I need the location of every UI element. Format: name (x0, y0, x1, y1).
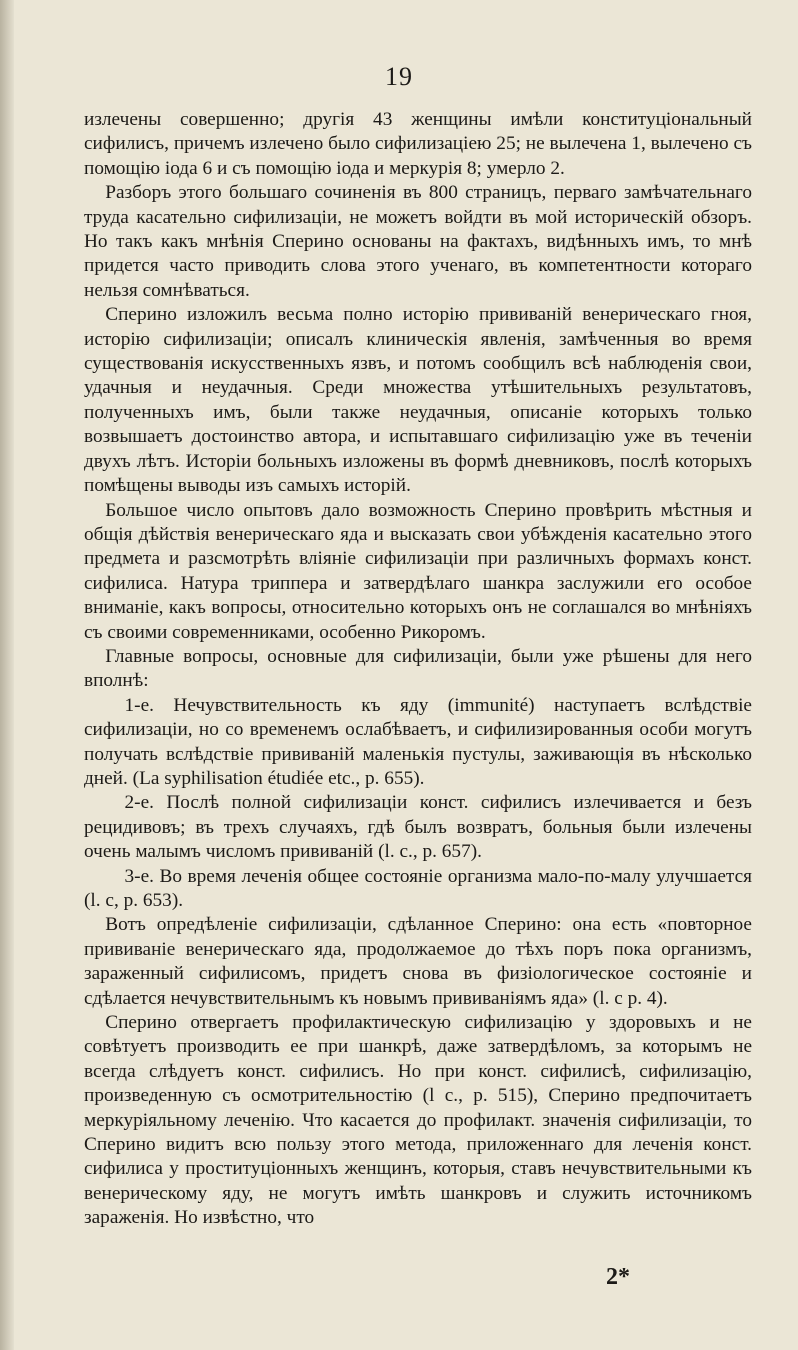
page-number: 19 (385, 62, 413, 91)
list-item: 3-е. Во время леченія общее состояніе организма мало-по-малу улучшается (l. c, p. 653). (84, 865, 752, 911)
paragraph: Вотъ опредѣленіе сифилизаціи, сдѣланное Сперино: она есть «повторное прививаніе венерическаго яда, продолжаемое до тѣхъ поръ пока организмъ, зараженный сифилисомъ, придетъ снова въ физіологическое состояніе и сдѣлается нечувствительнымъ къ новымъ прививаніямъ яда» (l. c p. 4). (84, 914, 752, 1009)
list-item: 2-е. Послѣ полной сифилизаціи конст. сифилисъ излечивается и безъ рецидивовъ; въ трехъ случаяхъ, гдѣ былъ возвратъ, больныя были излечены очень малымъ числомъ прививаній (l. c., p. 657). (84, 792, 752, 863)
paragraph: Сперино изложилъ весьма полно исторію прививаній венерическаго гноя, исторію сифилизаціи; описалъ клиническія явленія, замѣченныя во время существованія искусственныхъ язвъ, и потомъ сообщилъ всѣ наблюденія свои, удачныя и неудачныя. Среди множества утѣшительныхъ результатовъ, полученныхъ имъ, были также неудачныя, описаніе которыхъ только возвышаетъ достоинство автора, и испытавшаго сифилизацію уже въ теченіи двухъ лѣтъ. Исторіи больныхъ изложены въ формѣ дневниковъ, послѣ которыхъ помѣщены выводы изъ самыхъ исторій. (84, 304, 752, 497)
paragraph: Главные вопросы, основные для сифилизаціи, были уже рѣшены для него вполнѣ: (84, 645, 752, 692)
list-item: 1-е. Нечувствительность къ яду (immunité) наступаетъ вслѣдствіе сифилизаціи, но со временемъ ослабѣваетъ, и сифилизированныя особи могутъ получать вслѣдствіе прививаній маленькія пустулы, заживающія въ нѣсколько дней. (La syphilisation étudiée etc., p. 655). (84, 694, 752, 789)
paragraph: излечены совершенно; другія 43 женщины имѣли конституціональный сифилисъ, причемъ излечено было сифилизаціею 25; не вылечена 1, вылечено съ помощію іода 6 и съ помощію іода и меркурія 8; умерло 2. (84, 109, 752, 179)
paragraph: Разборъ этого большаго сочиненія въ 800 страницъ, перваго замѣчательнаго труда касательно сифилизаціи, не можетъ войдти въ мой историческій обзоръ. Но такъ какъ мнѣнія Сперино основаны на фактахъ, видѣнныхъ имъ, то мнѣ придется часто приводить слова этого ученаго, въ компетентности котораго нельзя сомнѣваться. (84, 182, 752, 301)
page-spine-shadow (0, 0, 14, 1350)
paragraph: Сперино отвергаетъ профилактическую сифилизацію у здоровыхъ и не совѣтуетъ производить ее при шанкрѣ, даже затвердѣломъ, за которымъ не всегда слѣдуетъ конст. сифилисъ. Но при конст. сифилисѣ, сифилизацію, произведенную съ осмотрительностію (l c., p. 515), Сперино предпочитаетъ меркуріяльному леченію. Что касается до профилакт. значенія сифилизаціи, то Сперино видитъ всю пользу этого метода, приложеннаго для леченія конст. сифилиса у проституціонныхъ женщинъ, которыя, ставъ нечувствительными къ венерическому яду, не могутъ имѣть шанкровъ и служить источникомъ зараженія. Но извѣстно, что (84, 1012, 752, 1229)
body-text (84, 108, 752, 1231)
signature-mark: 2* (606, 1264, 630, 1290)
paragraph: Большое число опытовъ дало возможность Сперино провѣрить мѣстныя и общія дѣйствія венерическаго яда и высказать свои убѣжденія касательно этого предмета и разсмотрѣть вліяніе сифилизаціи при различныхъ формахъ конст. сифилиса. Натура триппера и затвердѣлаго шанкра заслужили его особое вниманіе, какъ вопросы, относительно которыхъ онъ не соглашался во мнѣніяхъ съ своими современниками, особенно Рикоромъ. (84, 499, 752, 643)
